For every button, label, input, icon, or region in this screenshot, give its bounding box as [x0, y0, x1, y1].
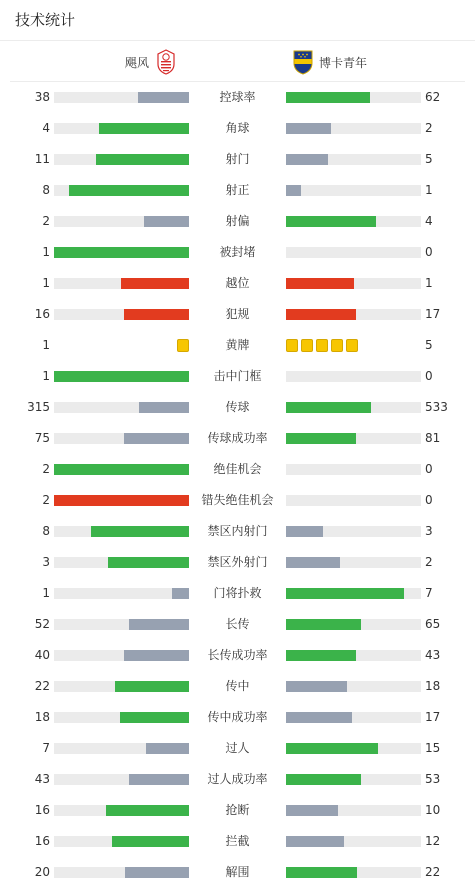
- home-bar-track: [54, 588, 189, 599]
- stat-row: [0, 330, 475, 361]
- stat-label: 射门: [225, 152, 250, 166]
- home-value: 75: [34, 431, 50, 445]
- yellow-card-icon: [316, 339, 328, 352]
- home-bar-track: [54, 371, 189, 382]
- home-bar-track: [54, 557, 189, 568]
- away-bar-fill: [286, 278, 354, 289]
- away-bar-track: [286, 557, 421, 568]
- home-bar-track: [54, 774, 189, 785]
- stat-label: 禁区内射门: [207, 524, 268, 538]
- away-value: 15: [425, 741, 441, 755]
- stat-row: [0, 733, 475, 764]
- away-bar-fill: [286, 92, 370, 103]
- home-bar-track: [54, 433, 189, 444]
- stat-label: 射正: [225, 183, 250, 197]
- away-bar-track: [286, 464, 421, 475]
- home-bar-fill: [69, 185, 189, 196]
- stat-row: [0, 671, 475, 702]
- stat-row: [0, 423, 475, 454]
- stat-row: [0, 144, 475, 175]
- away-bar-fill: [286, 185, 301, 196]
- home-bar-fill: [106, 805, 189, 816]
- away-value: 17: [425, 710, 441, 724]
- home-value: 1: [42, 586, 50, 600]
- away-bar-fill: [286, 526, 323, 537]
- stat-row: [0, 764, 475, 795]
- home-value: 2: [42, 214, 50, 228]
- stat-row: [0, 237, 475, 268]
- home-value: 8: [42, 524, 50, 538]
- home-bar-fill: [120, 712, 189, 723]
- away-value: 17: [425, 307, 441, 321]
- away-bar-track: [286, 712, 421, 723]
- away-value: 2: [425, 121, 433, 135]
- stat-label: 解围: [225, 865, 250, 879]
- home-bar-track: [54, 495, 189, 506]
- away-bar-fill: [286, 681, 347, 692]
- stat-row: [0, 640, 475, 671]
- stat-label: 错失绝佳机会: [201, 493, 274, 507]
- away-value: 53: [425, 772, 441, 786]
- away-team[interactable]: [292, 48, 367, 76]
- away-bar-fill: [286, 123, 331, 134]
- home-bar-fill: [112, 836, 189, 847]
- home-bar-track: [54, 464, 189, 475]
- home-bar-fill: [129, 619, 189, 630]
- home-value: 7: [42, 741, 50, 755]
- stat-row: [0, 609, 475, 640]
- home-value: 315: [27, 400, 50, 414]
- home-value: 20: [34, 865, 50, 879]
- away-value: 4: [425, 214, 433, 228]
- home-value: 40: [34, 648, 50, 662]
- stat-label: 拦截: [225, 834, 250, 848]
- home-bar-track: [54, 216, 189, 227]
- away-bar-fill: [286, 433, 356, 444]
- away-value: 533: [425, 400, 448, 414]
- away-value: 0: [425, 493, 433, 507]
- home-bar-fill: [54, 371, 189, 382]
- away-bar-track: [286, 309, 421, 320]
- away-bar-track: [286, 495, 421, 506]
- stat-label: 长传: [225, 617, 250, 631]
- home-bar-fill: [124, 650, 189, 661]
- away-bar-track: [286, 402, 421, 413]
- stat-row: [0, 826, 475, 857]
- away-value: 0: [425, 462, 433, 476]
- away-value: 0: [425, 369, 433, 383]
- stat-label: 越位: [225, 276, 250, 290]
- away-value: 2: [425, 555, 433, 569]
- away-bar-track: [286, 836, 421, 847]
- home-bar-fill: [96, 154, 189, 165]
- away-bar-fill: [286, 805, 338, 816]
- home-value: 2: [42, 493, 50, 507]
- stat-row: [0, 857, 475, 888]
- stat-label: 犯规: [225, 307, 250, 321]
- stat-row: [0, 299, 475, 330]
- home-bar-track: [54, 743, 189, 754]
- stat-label: 绝佳机会: [213, 462, 262, 476]
- home-bar-fill: [129, 774, 189, 785]
- home-bar-track: [54, 805, 189, 816]
- home-bar-track: [54, 402, 189, 413]
- home-bar-track: [54, 92, 189, 103]
- home-bar-track: [54, 185, 189, 196]
- home-value: 11: [34, 152, 50, 166]
- away-bar-track: [286, 371, 421, 382]
- home-value: 16: [34, 803, 50, 817]
- away-bar-track: [286, 123, 421, 134]
- home-bar-fill: [54, 247, 189, 258]
- home-value: 22: [34, 679, 50, 693]
- home-bar-track: [54, 247, 189, 258]
- huracan-crest-icon: [155, 49, 177, 75]
- stat-row: [0, 392, 475, 423]
- stat-row: [0, 113, 475, 144]
- stat-label: 过人: [225, 741, 250, 755]
- home-bar-track: [54, 681, 189, 692]
- home-bar-track: [54, 123, 189, 134]
- away-bar-fill: [286, 836, 344, 847]
- home-value: 43: [34, 772, 50, 786]
- yellow-card-icon: [286, 339, 298, 352]
- away-bar-fill: [286, 774, 361, 785]
- stat-label: 射偏: [225, 214, 250, 228]
- home-bar-fill: [125, 867, 189, 878]
- away-bar-track: [286, 619, 421, 630]
- home-bar-fill: [121, 278, 189, 289]
- home-value: 16: [34, 834, 50, 848]
- away-bar-track: [286, 650, 421, 661]
- stat-label: 传球: [225, 400, 250, 414]
- away-bar-fill: [286, 216, 376, 227]
- stat-label: 长传成功率: [207, 648, 268, 662]
- home-value: 8: [42, 183, 50, 197]
- home-bar-fill: [54, 495, 189, 506]
- stat-row: [0, 454, 475, 485]
- title-divider: [0, 40, 475, 41]
- yellow-card-icon: [331, 339, 343, 352]
- stat-label: 传球成功率: [207, 431, 268, 445]
- stat-row: [0, 578, 475, 609]
- home-bar-track: [54, 712, 189, 723]
- stat-row: [0, 175, 475, 206]
- stat-row: [0, 485, 475, 516]
- away-bar-track: [286, 588, 421, 599]
- home-bar-fill: [124, 309, 189, 320]
- away-value: 65: [425, 617, 441, 631]
- home-value: 3: [42, 555, 50, 569]
- home-bar-fill: [144, 216, 189, 227]
- stat-label: 角球: [225, 121, 250, 135]
- away-bar-track: [286, 154, 421, 165]
- home-bar-track: [54, 650, 189, 661]
- home-bar-fill: [139, 402, 189, 413]
- away-value: 12: [425, 834, 441, 848]
- away-value: 1: [425, 276, 433, 290]
- away-value: 7: [425, 586, 433, 600]
- home-bar-fill: [99, 123, 189, 134]
- away-value: 10: [425, 803, 441, 817]
- home-bar-fill: [124, 433, 189, 444]
- away-bar-track: [286, 433, 421, 444]
- stat-row: [0, 547, 475, 578]
- stat-row: [0, 361, 475, 392]
- away-bar-fill: [286, 867, 357, 878]
- away-bar-track: [286, 526, 421, 537]
- stat-row: [0, 268, 475, 299]
- home-bar-track: [54, 278, 189, 289]
- away-bar-fill: [286, 557, 340, 568]
- stat-label: 过人成功率: [207, 772, 268, 786]
- home-value: 1: [42, 369, 50, 383]
- stat-row: [0, 795, 475, 826]
- home-bar-fill: [115, 681, 189, 692]
- home-bar-track: [54, 867, 189, 878]
- away-bar-track: [286, 805, 421, 816]
- home-bar-fill: [91, 526, 189, 537]
- home-value: 1: [42, 245, 50, 259]
- home-value: 16: [34, 307, 50, 321]
- stat-label: 传中: [225, 679, 250, 693]
- home-bar-fill: [146, 743, 189, 754]
- away-bar-fill: [286, 402, 371, 413]
- home-value: 38: [34, 90, 50, 104]
- away-bar-fill: [286, 154, 328, 165]
- away-bar-track: [286, 681, 421, 692]
- stat-row: [0, 516, 475, 547]
- away-team-name: 博卡青年: [319, 55, 368, 70]
- stat-label: 传中成功率: [207, 710, 268, 724]
- away-bar-fill: [286, 743, 378, 754]
- stat-label: 控球率: [219, 90, 256, 104]
- stat-row: [0, 702, 475, 733]
- away-bar-track: [286, 216, 421, 227]
- away-value: 1: [425, 183, 433, 197]
- home-bar-fill: [172, 588, 189, 599]
- home-value: 18: [34, 710, 50, 724]
- away-value: 3: [425, 524, 433, 538]
- away-bar-fill: [286, 309, 356, 320]
- away-value: 0: [425, 245, 433, 259]
- boca-juniors-crest-icon: [292, 49, 314, 75]
- away-bar-track: [286, 92, 421, 103]
- away-bar-track: [286, 185, 421, 196]
- away-cards: [286, 339, 358, 352]
- stat-row: [0, 82, 475, 113]
- away-bar-track: [286, 774, 421, 785]
- home-value: 1: [42, 338, 50, 352]
- away-bar-track: [286, 743, 421, 754]
- home-cards: [177, 339, 189, 352]
- away-value: 22: [425, 865, 441, 879]
- home-bar-fill: [108, 557, 189, 568]
- away-value: 5: [425, 338, 433, 352]
- yellow-card-icon: [346, 339, 358, 352]
- home-bar-track: [54, 526, 189, 537]
- stat-label: 抢断: [225, 803, 250, 817]
- stat-label: 被封堵: [219, 245, 256, 259]
- away-bar-track: [286, 247, 421, 258]
- yellow-card-icon: [301, 339, 313, 352]
- away-bar-track: [286, 867, 421, 878]
- stat-label: 黄牌: [225, 338, 250, 352]
- away-value: 81: [425, 431, 441, 445]
- home-bar-track: [54, 619, 189, 630]
- page-title: 技术统计: [15, 11, 76, 29]
- home-bar-fill: [138, 92, 189, 103]
- yellow-card-icon: [177, 339, 189, 352]
- home-bar-track: [54, 309, 189, 320]
- home-value: 52: [34, 617, 50, 631]
- team-header: [10, 44, 465, 80]
- home-value: 2: [42, 462, 50, 476]
- away-value: 18: [425, 679, 441, 693]
- home-bar-fill: [54, 464, 189, 475]
- stat-label: 击中门框: [213, 369, 262, 383]
- home-bar-track: [54, 836, 189, 847]
- stat-row: [0, 206, 475, 237]
- away-bar-fill: [286, 650, 356, 661]
- away-bar-track: [286, 278, 421, 289]
- home-value: 1: [42, 276, 50, 290]
- home-team[interactable]: [125, 48, 177, 76]
- home-team-name: 飓风: [124, 55, 149, 70]
- away-value: 43: [425, 648, 441, 662]
- stat-label: 禁区外射门: [207, 555, 268, 569]
- away-bar-fill: [286, 712, 352, 723]
- away-bar-fill: [286, 619, 361, 630]
- stat-label: 门将扑救: [213, 586, 262, 600]
- home-value: 4: [42, 121, 50, 135]
- away-value: 5: [425, 152, 433, 166]
- away-bar-fill: [286, 588, 404, 599]
- away-value: 62: [425, 90, 441, 104]
- home-bar-track: [54, 154, 189, 165]
